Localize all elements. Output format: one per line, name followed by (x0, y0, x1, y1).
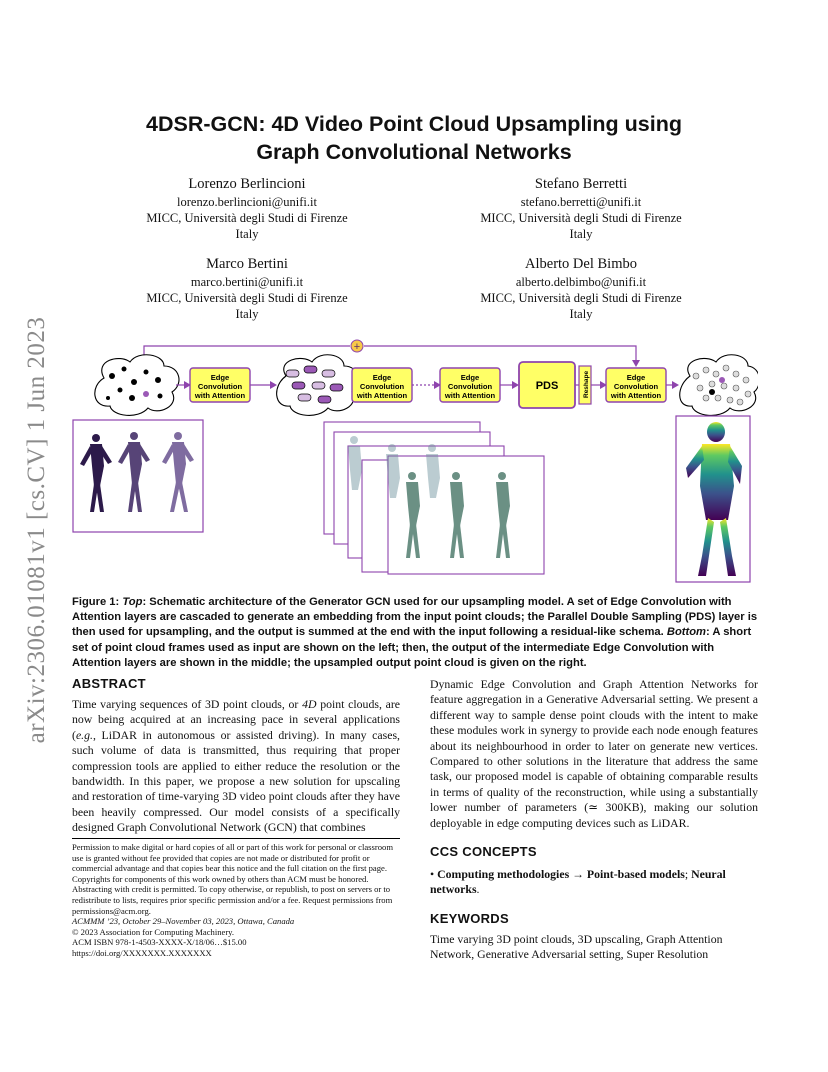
svg-text:Reshape: Reshape (583, 370, 590, 398)
reshape-block (579, 366, 591, 404)
svg-text:Edge: Edge (460, 373, 480, 382)
svg-text:+: + (353, 341, 361, 353)
svg-text:Edge: Edge (372, 373, 392, 382)
permission-text: Permission to make digital or hard copies of all or part of this work for personal or classroom use is granted without fee provided that copies are not made or distributed for profit or commercial advantage and that copies bear this notice and the full citation on the first page. Copyrights for components of this work owned by others than ACM must be honored. Abstracting with credit is permitted. To copy otherwise, or republish, to post on servers or to redistribute to lists, requires prior specific permission and/or a fee. Request permissions from permissions@acm.org. (72, 842, 393, 916)
upsampled-output-panel (676, 416, 750, 582)
copyright-line: © 2023 Association for Computing Machinery. (72, 926, 235, 937)
author-country: Italy (235, 227, 259, 241)
svg-text:Convolution: Convolution (197, 382, 243, 391)
svg-text:Edge: Edge (210, 373, 230, 382)
svg-text:with Attention: with Attention (194, 391, 246, 400)
svg-text:PDS: PDS (535, 380, 559, 392)
intermediate-frames-stack (324, 422, 544, 574)
author-affiliation: MICC, Università degli Studi di Firenze (146, 211, 348, 225)
edge-conv-block (190, 368, 250, 402)
author-name: Lorenzo Berlincioni (188, 176, 306, 192)
title-line-1: 4DSR-GCN: 4D Video Point Cloud Upsampling using (146, 112, 682, 136)
caption-bottom-text: : A short set of point cloud frames used as input are shown on the left; then, the output of the intermediate Edge Convolution with Attention layers are shown in the middle; the upsampled output point cloud is given on the right. (72, 626, 752, 669)
author-country: Italy (569, 307, 593, 321)
svg-text:with Attention: with Attention (610, 391, 662, 400)
keywords-text: Time varying 3D point clouds, 3D upscaling, Graph Attention Network, Generative Adversarial setting, Super Resolution (430, 932, 723, 962)
doi-link[interactable]: https://doi.org/XXXXXXX.XXXXXXX (72, 947, 212, 958)
author-country: Italy (235, 307, 259, 321)
abstract-continued (430, 677, 758, 831)
ccs-heading: CCS CONCEPTS (430, 844, 537, 859)
keywords-section (430, 911, 758, 963)
ccs-text: • Computing methodologies → Point-based models; Neural networks. (430, 867, 726, 897)
copyright-footnote (72, 838, 400, 959)
author-block (97, 174, 397, 242)
abstract-paragraph-continued: Dynamic Edge Convolution and Graph Attention Networks for feature aggregation in a Generative Adversarial setting. We present a different way to sample dense point clouds with the intent to make these modules work in synergy to provide each node enough features about its neighbourhood in order to later on generate new vertices. Compared to other solutions in the literature that address the same task, our proposed model is capable of obtaining comparable results in terms of quality of the reconstruction, while using a substantially lower number of parameters (≃ 300KB), making our solution deployable in edge computing devices such as LiDAR. (430, 677, 758, 830)
edge-conv-block (352, 368, 412, 402)
svg-text:Convolution: Convolution (359, 382, 405, 391)
feature-cloud-icon (277, 355, 358, 416)
author-name: Stefano Berretti (534, 176, 628, 192)
pds-block (519, 362, 575, 408)
author-block (431, 254, 731, 322)
author-email[interactable]: alberto.delbimbo@unifi.it (515, 275, 647, 289)
ccs-concepts-section (430, 844, 758, 898)
edge-conv-block (440, 368, 500, 402)
paper-title (100, 110, 728, 166)
author-affiliation: MICC, Università degli Studi di Firenze (480, 291, 682, 305)
caption-label: Figure 1: (72, 596, 120, 608)
author-country: Italy (569, 227, 593, 241)
author-affiliation: MICC, Università degli Studi di Firenze (480, 211, 682, 225)
abstract-section (72, 676, 400, 836)
author-email[interactable]: marco.bertini@unifi.it (190, 275, 304, 289)
abstract-heading: ABSTRACT (72, 676, 146, 691)
author-affiliation: MICC, Università degli Studi di Firenze (146, 291, 348, 305)
author-block (97, 254, 397, 322)
conference-line: ACMMM ’23, October 29–November 03, 2023, Ottawa, Canada (72, 916, 295, 927)
output-point-cloud-icon (680, 355, 758, 416)
svg-text:Convolution: Convolution (447, 382, 493, 391)
author-block (431, 174, 731, 242)
caption-bottom-label: Bottom (666, 626, 707, 639)
svg-text:Edge: Edge (626, 373, 646, 382)
author-email[interactable]: lorenzo.berlincioni@unifi.it (177, 195, 317, 209)
input-point-cloud-icon (95, 355, 179, 416)
author-name: Alberto Del Bimbo (525, 256, 637, 272)
input-frames-panel (73, 420, 203, 532)
title-line-2: Graph Convolutional Networks (256, 140, 572, 164)
sum-node (351, 340, 363, 353)
figure-1 (72, 336, 758, 584)
svg-text:Convolution: Convolution (613, 382, 659, 391)
isbn-line: ACM ISBN 978-1-4503-XXXX-X/18/06…$15.00 (72, 937, 247, 948)
svg-text:with Attention: with Attention (356, 391, 408, 400)
footnote-rule (72, 838, 400, 839)
author-email[interactable]: stefano.berretti@unifi.it (520, 195, 642, 209)
figure-caption (72, 595, 758, 671)
keywords-heading: KEYWORDS (430, 911, 509, 926)
caption-top-text: : Schematic architecture of the Generator GCN used for our upsampling model. A set of Edge Convolution with Attention layers are cascaded to generate an embedding from the input point clouds; the Parallel Double Sampling (PDS) layer is then used for upsampling, and the output is summed at the end with the input following a residual-like schema. (72, 596, 758, 639)
author-name: Marco Bertini (206, 256, 288, 272)
edge-conv-block (606, 368, 666, 402)
arxiv-identifier: arXiv:2306.01081v1 [cs.CV] 1 Jun 2023 (23, 316, 50, 744)
svg-text:with Attention: with Attention (444, 391, 496, 400)
caption-top-label: Top (122, 596, 143, 608)
abstract-paragraph: Time varying sequences of 3D point clouds, or 4D point clouds, are now being acquired at an increasing pace in several applications (e.g., LiDAR in autonomous or assisted driving). In many cases, such volume of data is transmitted, thus requiring that proper compression tools are applied to either reduce the resolution or the bandwidth. In this paper, we propose a new solution for upscaling and restoration of time-varying 3D video point clouds after they have been heavily compressed. Our model consists of a specifically designed Graph Convolutional Network (GCN) that combines (72, 697, 400, 835)
